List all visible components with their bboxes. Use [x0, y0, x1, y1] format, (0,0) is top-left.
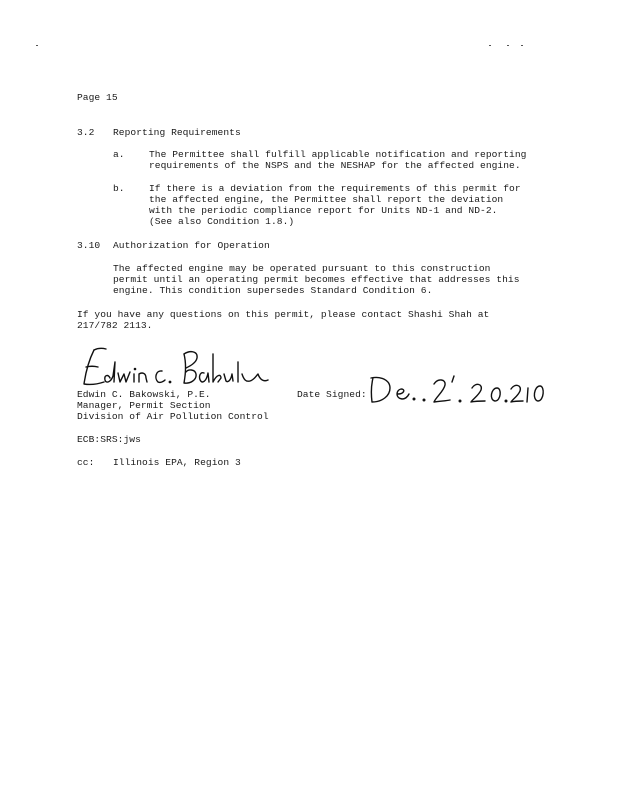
- section-number: 3.10: [77, 240, 101, 251]
- paragraph-line: engine. This condition supersedes Standard Condition 6.: [113, 285, 433, 296]
- item-letter: b.: [113, 183, 125, 194]
- reference-initials: ECB:SRS:jws: [77, 434, 141, 445]
- closing-line: If you have any questions on this permit, please contact Shashi Shah at: [77, 309, 490, 320]
- item-line: (See also Condition 1.8.): [149, 216, 295, 227]
- item-line: requirements of the NSPS and the NESHAP for the affected engine.: [149, 160, 521, 171]
- section-heading: Reporting Requirements: [113, 127, 241, 138]
- item-letter: a.: [113, 149, 125, 160]
- cc-recipient: Illinois EPA, Region 3: [113, 457, 241, 468]
- section-heading: Authorization for Operation: [113, 240, 270, 251]
- item-line: the affected engine, the Permittee shall report the deviation: [149, 194, 504, 205]
- signatory-title: Manager, Permit Section: [77, 400, 211, 411]
- scan-speck: [507, 45, 509, 46]
- handwritten-date: [368, 370, 546, 410]
- item-line: with the periodic compliance report for Units ND-1 and ND-2.: [149, 205, 498, 216]
- paragraph-line: permit until an operating permit becomes effective that addresses this: [113, 274, 520, 285]
- scan-speck: [489, 45, 491, 46]
- scan-speck: [521, 45, 523, 46]
- paragraph-line: The affected engine may be operated pursuant to this construction: [113, 263, 491, 274]
- scan-speck: [36, 45, 38, 46]
- item-line: If there is a deviation from the requirements of this permit for: [149, 183, 521, 194]
- date-signed-label: Date Signed:: [297, 389, 367, 400]
- item-line: The Permittee shall fulfill applicable notification and reporting: [149, 149, 527, 160]
- section-number: 3.2: [77, 127, 95, 138]
- page-number: Page 15: [77, 92, 118, 103]
- cc-label: cc:: [77, 457, 95, 468]
- closing-line: 217/782 2113.: [77, 320, 153, 331]
- signatory-division: Division of Air Pollution Control: [77, 411, 269, 422]
- signatory-name: Edwin C. Bakowski, P.E.: [77, 389, 211, 400]
